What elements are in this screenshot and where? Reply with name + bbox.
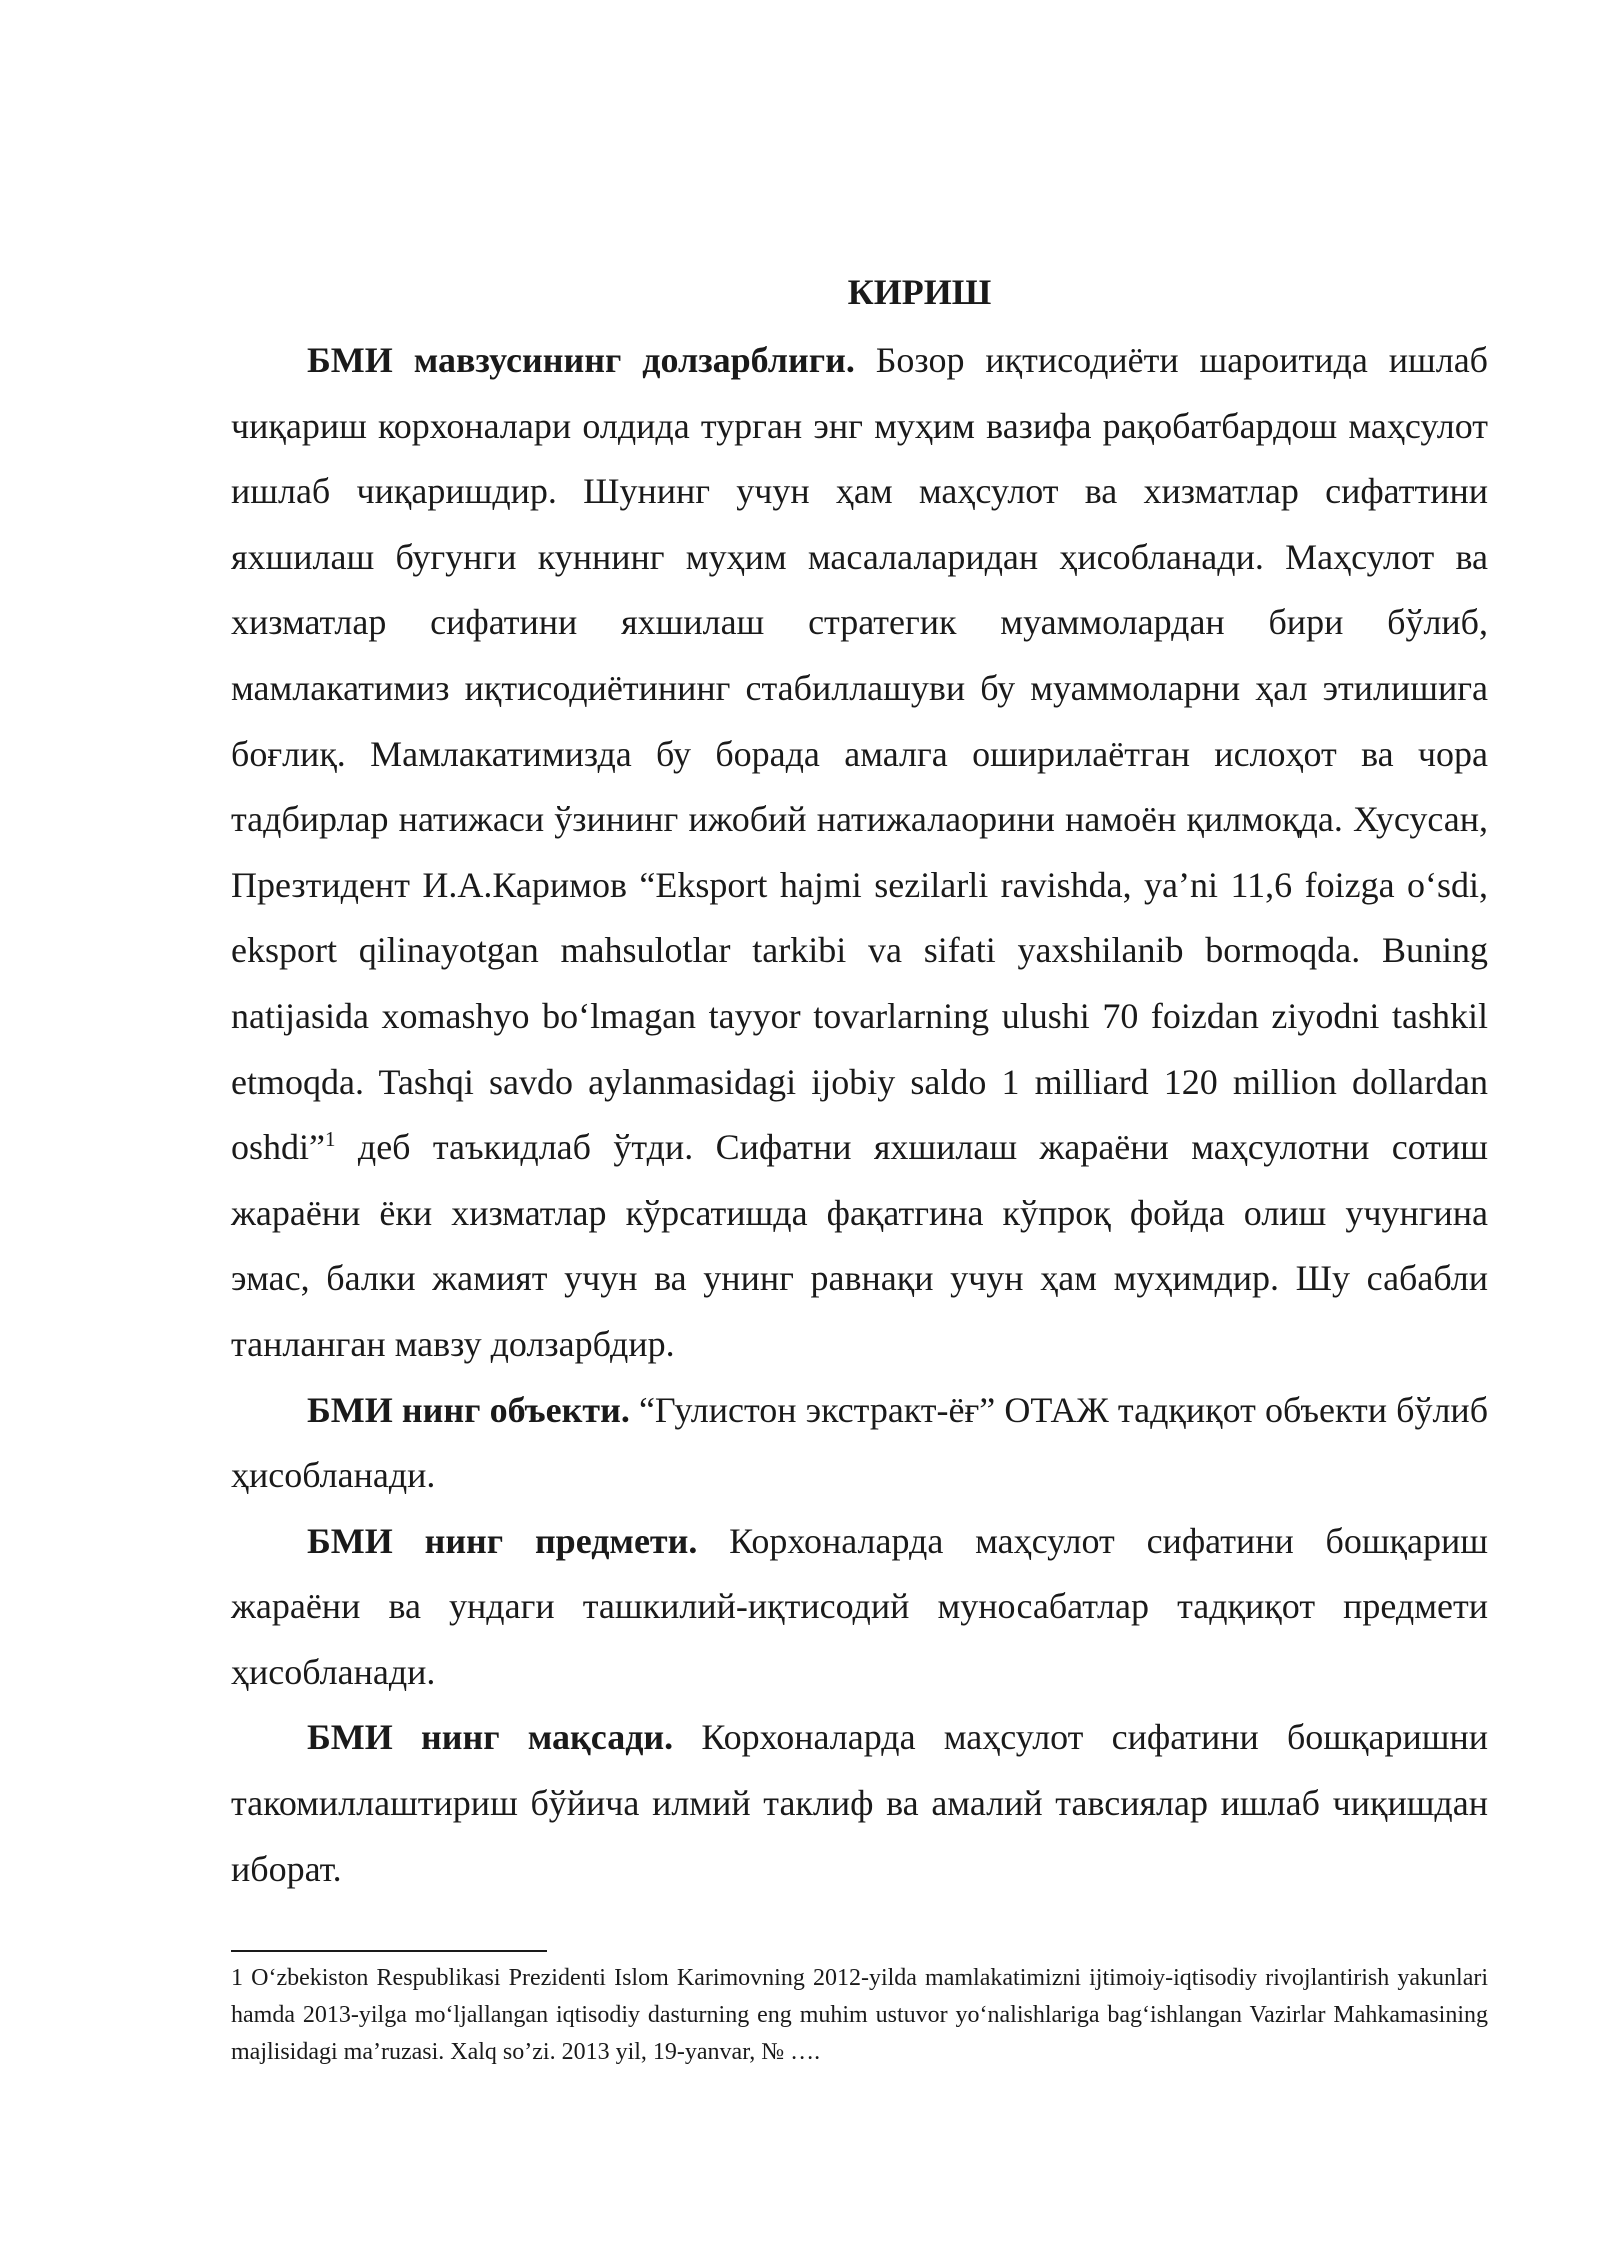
paragraph-lead: БМИ мавзусининг долзарблиги. (307, 340, 855, 380)
footnote (231, 1960, 1488, 2071)
footnote-separator (231, 1950, 547, 1952)
paragraph-text: “Гулистон экстракт-ёғ” ОТАЖ тадқиқот объекти бўлиб ҳисобланади. (231, 1389, 1489, 1496)
paragraph-lead: БМИ нинг объекти. (307, 1389, 630, 1430)
page-title: КИРИШ (847, 272, 992, 312)
paragraph-lead: БМИ нинг мақсади. (307, 1717, 674, 1758)
paragraph-goal (231, 1705, 1488, 1902)
paragraph-relevance (231, 328, 1488, 1378)
paragraph-object (231, 1378, 1488, 1509)
footnote-number: 1 (231, 1965, 243, 1991)
paragraph-lead: БМИ нинг предмети. (307, 1520, 698, 1561)
paragraph-text: Корхоналарда маҳсулот сифатини бошқаришни такомиллаштириш бўйича илмий таклиф ва амалий тавсиялар ишлаб чиқишдан иборат. (231, 1717, 1489, 1889)
footnote-reference[interactable]: 1 (325, 1127, 336, 1152)
main-content (231, 262, 1488, 1902)
paragraph-text: Корхоналарда маҳсулот сифатини бошқариш жараёни ва ундаги ташкилий-иқтисодий муносабатлар тадқиқот предмети ҳисобланади. (231, 1520, 1489, 1692)
footnote-text: O‘zbekiston Respublikasi Prezidenti Islom Karimovning 2012-yilda mamlakatimizni ijtimoiy-iqtisodiy rivojlantirish yakunlari hamda 2013-yilga mo‘ljallangan iqtisodiy dasturning eng muhim ustuvor yo‘nalishlariga bag‘ishlangan Vazirlar Mahkamasining majlisidagi ma’ruzasi. Xalq so’zi. 2013 yil, 19-yanvar, № …. (231, 1965, 1488, 2065)
paragraph-text: Бозор иқтисодиёти шароитида ишлаб чиқариш корхоналари олдида турган энг муҳим вазифа рақобатбардош маҳсулот ишлаб чиқаришдир. Шунинг учун ҳам маҳсулот ва хизматлар сифаттини яхшилаш бугунги куннинг муҳим масалаларидан ҳисобланади. Маҳсулот ва хизматлар сифатини яхшилаш стратегик муаммолардан бири бўлиб, мамлакатимиз иқтисодиётининг стабиллашуви бу муаммоларни ҳал этилишига боғлиқ. Мамлакатимизда бу борада амалга оширилаётган ислоҳот ва чора тадбирлар натижаси ўзининг ижобий натижалаорини намоён қилмоқда. Хусусан, Презтидент И.А.Каримов “Eksport hajmi sezilarli ravishda, ya’ni 11,6 foizga o‘sdi, eksport qilinayotgan mahsulotlar tarkibi va sifati yaxshilanib bormoqda. Buning natijasida xomashyo bo‘lmagan tayyor tovarlarning ulushi 70 foizdan ziyodni tashkil etmoqda. Tashqi savdo aylanmasidagi ijobiy saldo 1 milliard 120 million dollardan oshdi” (231, 340, 1488, 1168)
paragraph-subject (231, 1509, 1488, 1706)
paragraph-text: деб таъкидлаб ўтди. Сифатни яхшилаш жараёни маҳсулотни сотиш жараёни ёки хизматлар кўрсатишда фақатгина кўпроқ фойда олиш учунгина эмас, балки жамият учун ва унинг равнақи учун ҳам муҳимдир. Шу сабабли танланган мавзу долзарбдир. (231, 1127, 1488, 1364)
